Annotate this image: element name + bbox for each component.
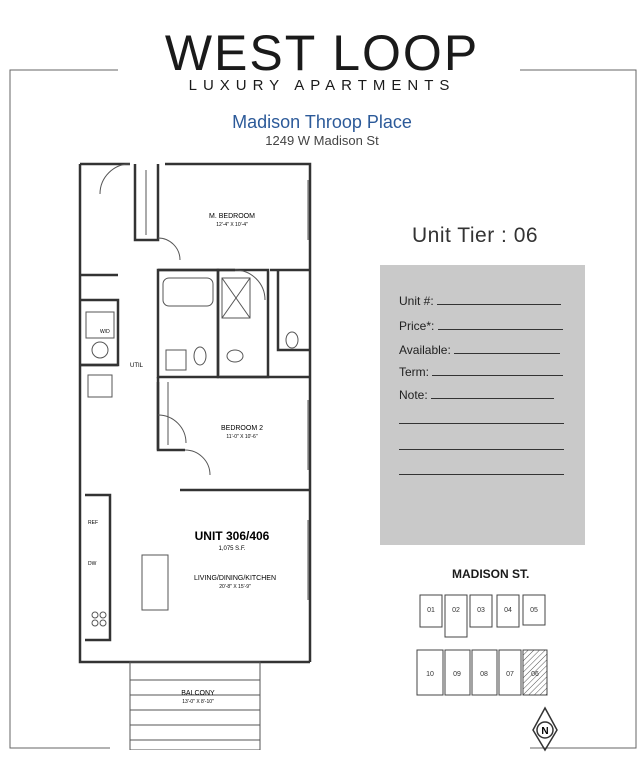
note-line[interactable] (399, 449, 564, 450)
floor-plan (70, 150, 330, 750)
keyplan-unit: 07 (506, 671, 514, 678)
note-line[interactable] (399, 474, 564, 475)
unit-info-panel (380, 265, 585, 545)
keyplan-unit: 01 (427, 607, 435, 614)
keyplan-unit: 04 (504, 607, 512, 614)
term-label: Term: (399, 365, 429, 379)
ref-label: REF (88, 520, 98, 526)
master-bedroom-name: M. BEDROOM (209, 213, 255, 220)
unit-number-field[interactable] (399, 293, 561, 308)
keyplan-unit: 08 (480, 671, 488, 678)
unit-tier: Unit Tier : 06 (412, 224, 539, 247)
brand-subtitle: LUXURY APARTMENTS (188, 77, 456, 94)
bedroom2-name: BEDROOM 2 (220, 425, 264, 432)
balcony-dims: 13'-0" X 8'-10" (182, 699, 214, 705)
unit-area: 1,075 S.F. (218, 546, 246, 552)
living-room-name: LIVING/DINING/KITCHEN (193, 575, 277, 582)
note-label: Note: (399, 388, 428, 402)
dw-label: DW (88, 561, 97, 567)
brand-title: WEST LOOP (164, 25, 480, 81)
living-room-dims: 20'-8" X 15'-9" (219, 584, 251, 590)
available-label: Available: (399, 343, 451, 357)
unit-name: UNIT 306/406 (194, 529, 270, 543)
key-plan (395, 585, 560, 755)
price-label: Price*: (399, 319, 435, 333)
price-field[interactable] (399, 318, 563, 333)
north-arrow-icon (533, 708, 557, 750)
north-label: N (541, 726, 549, 737)
available-field[interactable] (399, 342, 560, 357)
balcony-name: BALCONY (181, 690, 215, 697)
bedroom2-dims: 11'-0" X 10'-6" (226, 434, 258, 440)
keyplan-unit: 05 (530, 607, 538, 614)
street-label: MADISON ST. (452, 567, 530, 581)
util-label: UTIL (130, 363, 144, 369)
wd-label: W/D (100, 329, 110, 335)
keyplan-unit-highlight: 06 (531, 671, 539, 678)
keyplan-unit: 02 (452, 607, 460, 614)
building-address: 1249 W Madison St (265, 133, 379, 148)
keyplan-unit: 10 (426, 671, 434, 678)
unit-number-label: Unit #: (399, 294, 434, 308)
keyplan-unit: 03 (477, 607, 485, 614)
note-field[interactable] (399, 387, 554, 402)
term-field[interactable] (399, 364, 563, 379)
keyplan-unit: 09 (453, 671, 461, 678)
master-bedroom-dims: 12'-4" X 10'-4" (216, 222, 248, 228)
note-line[interactable] (399, 423, 564, 424)
building-name: Madison Throop Place (232, 112, 412, 132)
